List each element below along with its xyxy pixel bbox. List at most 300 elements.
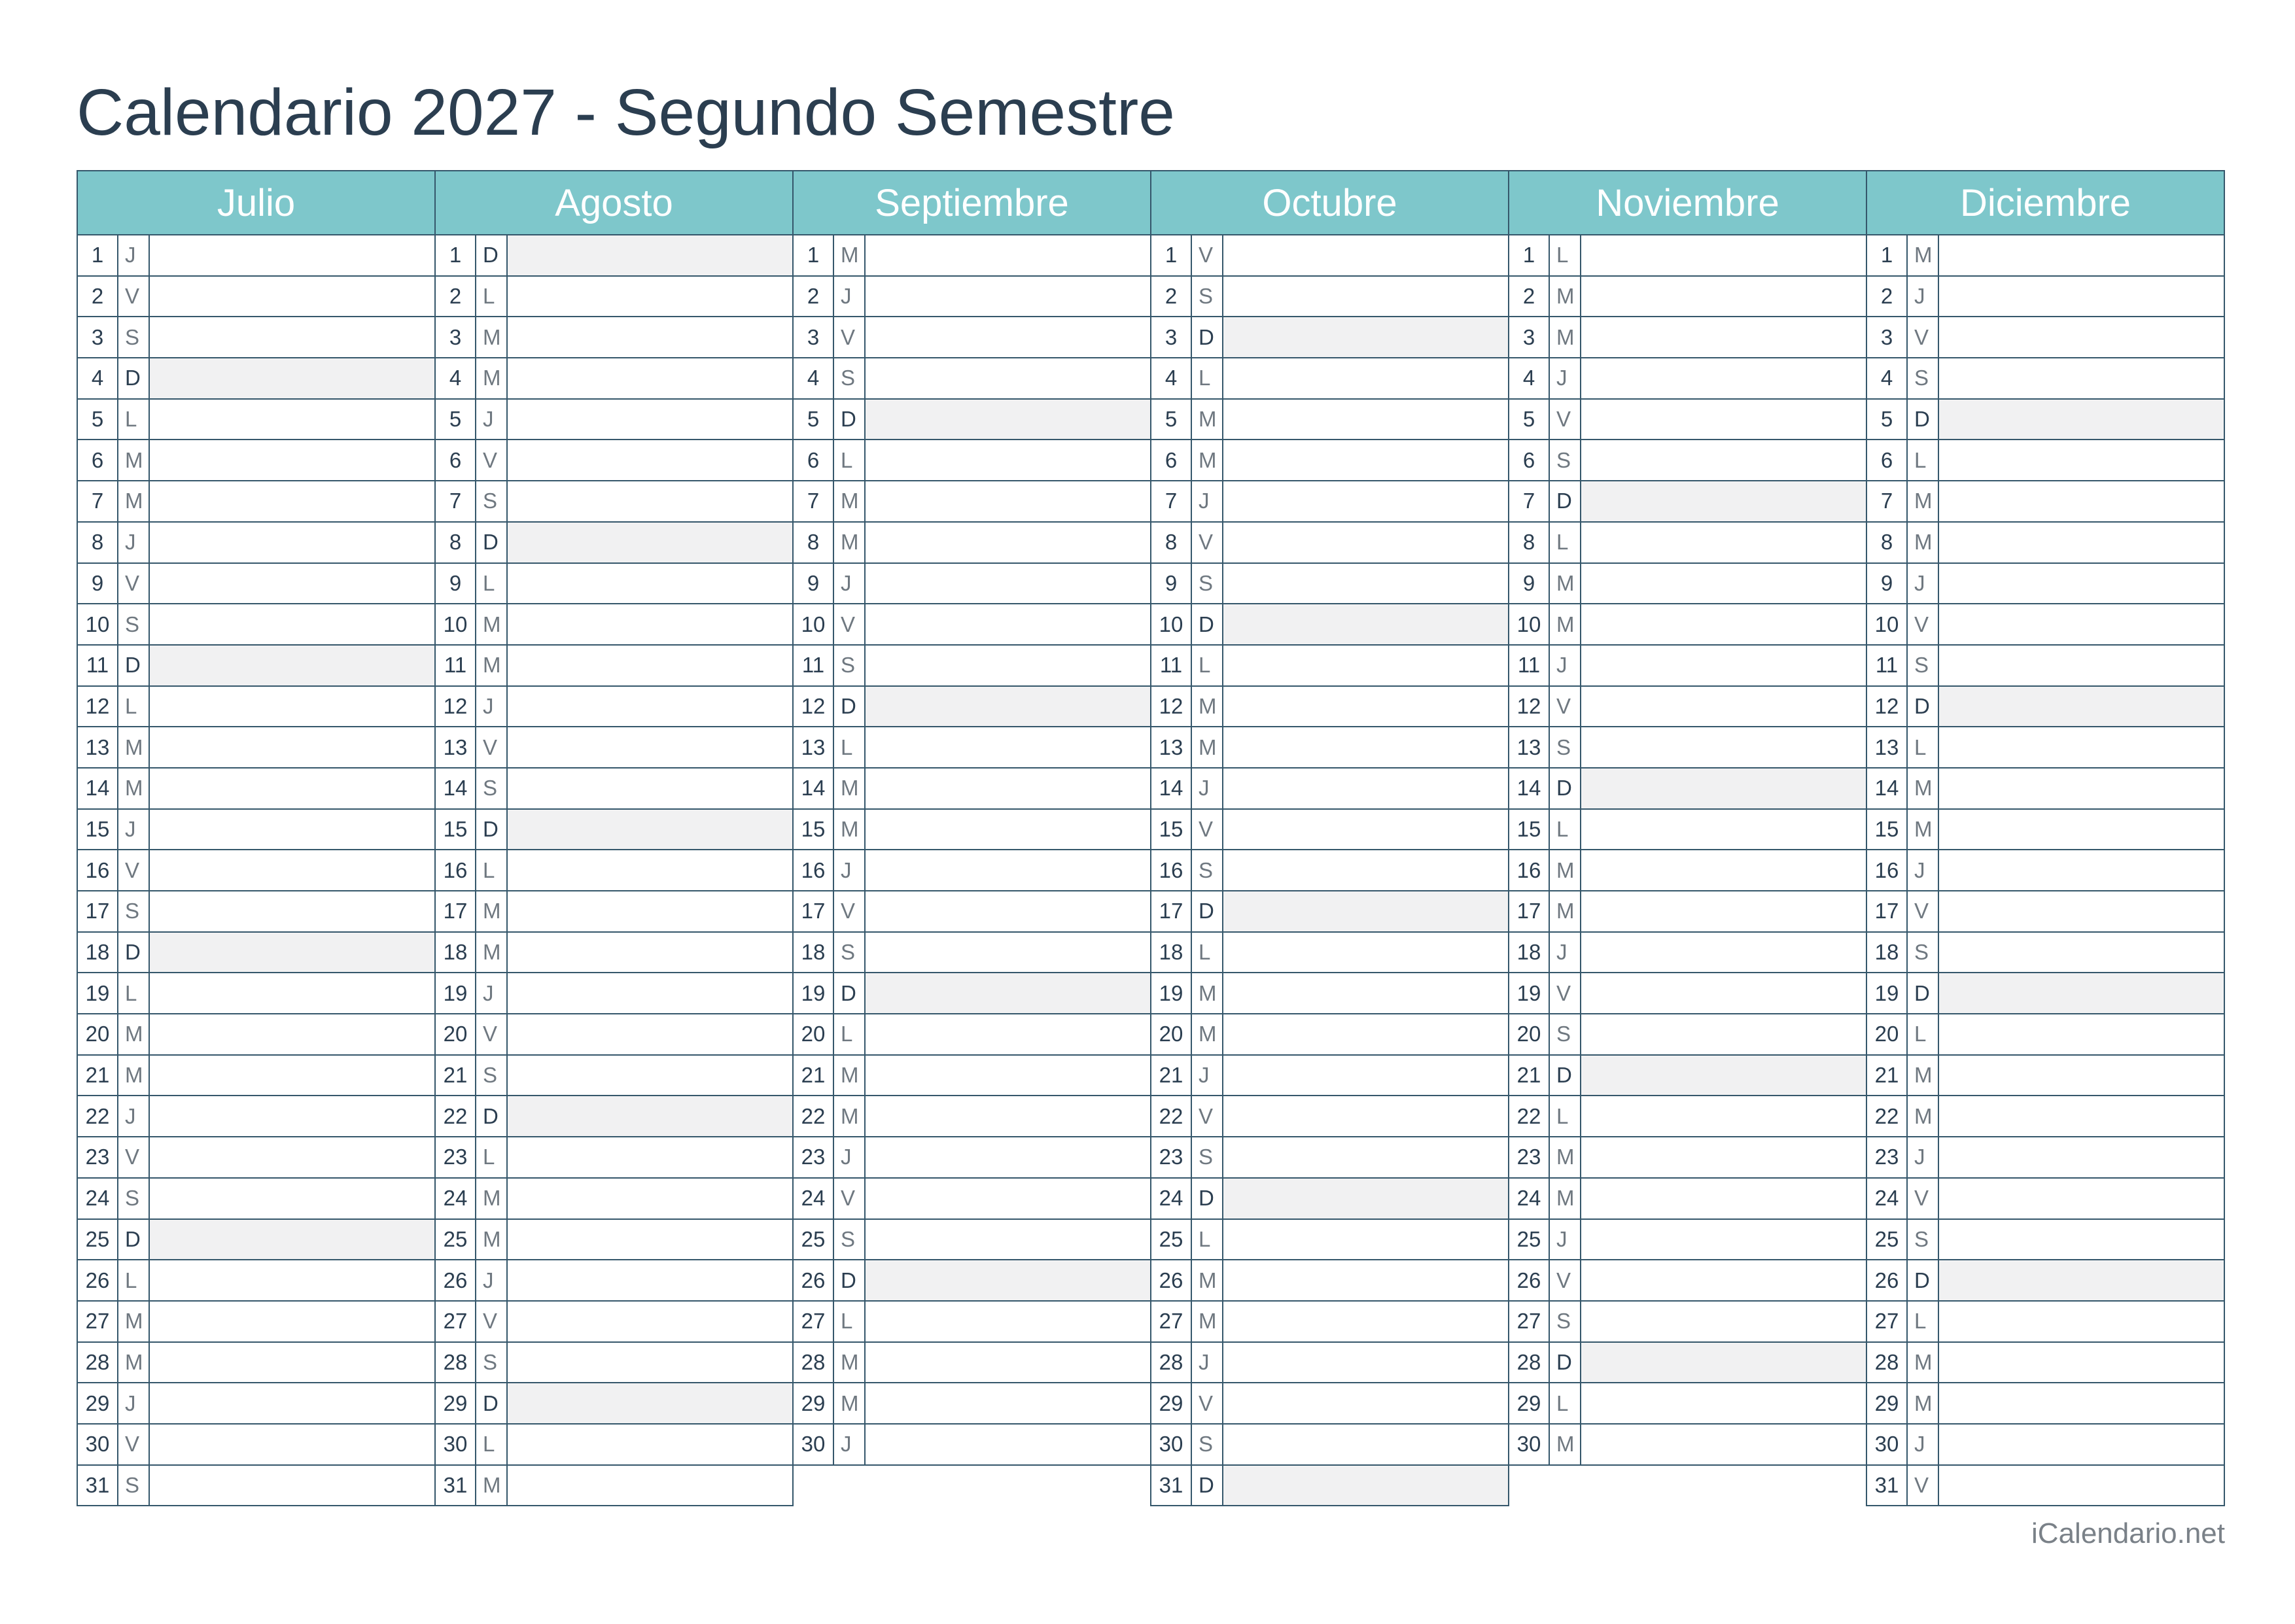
day-note-area[interactable] bbox=[508, 1343, 792, 1383]
semester-calendar bbox=[77, 170, 2224, 1497]
day-row bbox=[1150, 1220, 1509, 1261]
day-note-area[interactable] bbox=[1939, 1179, 2224, 1218]
day-note-area[interactable] bbox=[1581, 1425, 1866, 1464]
day-note-area[interactable] bbox=[1581, 1220, 1866, 1260]
day-note-area[interactable] bbox=[508, 277, 792, 317]
day-note-area[interactable] bbox=[866, 400, 1150, 440]
day-note-area[interactable] bbox=[1223, 1383, 1508, 1423]
day-row bbox=[792, 687, 1151, 728]
day-note-area[interactable] bbox=[1939, 1056, 2224, 1096]
day-note-area[interactable] bbox=[1581, 358, 1866, 398]
day-note-area[interactable] bbox=[150, 769, 434, 808]
weekday-letter: V bbox=[834, 1179, 866, 1218]
day-note-area[interactable] bbox=[1223, 523, 1508, 562]
day-note-area[interactable] bbox=[1223, 646, 1508, 685]
day-note-area[interactable] bbox=[1581, 235, 1866, 275]
day-note-area[interactable] bbox=[508, 1179, 792, 1218]
day-note-area[interactable] bbox=[866, 1179, 1150, 1218]
month-header: Agosto bbox=[434, 170, 794, 235]
day-note-area[interactable] bbox=[1581, 1137, 1866, 1177]
day-row bbox=[434, 891, 794, 933]
day-note-area[interactable] bbox=[508, 1014, 792, 1054]
day-number: 2 bbox=[1151, 277, 1192, 317]
day-note-area[interactable] bbox=[1581, 1014, 1866, 1054]
day-note-area[interactable] bbox=[866, 769, 1150, 808]
day-number: 12 bbox=[1509, 687, 1550, 727]
day-note-area[interactable] bbox=[1223, 850, 1508, 890]
day-note-area[interactable] bbox=[150, 523, 434, 562]
day-note-area[interactable] bbox=[150, 1220, 434, 1260]
day-row bbox=[434, 1056, 794, 1097]
day-note-area[interactable] bbox=[508, 687, 792, 727]
day-note-area[interactable] bbox=[1939, 1096, 2224, 1136]
weekday-letter: S bbox=[118, 1466, 150, 1506]
day-note-area[interactable] bbox=[866, 933, 1150, 973]
day-note-area[interactable] bbox=[508, 1383, 792, 1423]
day-number: 11 bbox=[794, 646, 834, 685]
day-note-area[interactable] bbox=[1939, 1425, 2224, 1464]
day-note-area[interactable] bbox=[150, 1466, 434, 1506]
day-note-area[interactable] bbox=[508, 810, 792, 850]
day-number: 10 bbox=[1509, 604, 1550, 644]
day-number: 26 bbox=[794, 1260, 834, 1300]
day-note-area[interactable] bbox=[1223, 604, 1508, 644]
day-note-area[interactable] bbox=[1581, 1096, 1866, 1136]
day-note-area[interactable] bbox=[1223, 317, 1508, 357]
day-note-area[interactable] bbox=[1939, 481, 2224, 521]
day-note-area[interactable] bbox=[1223, 1343, 1508, 1383]
day-row bbox=[1508, 235, 1867, 277]
day-row bbox=[1866, 604, 2225, 646]
day-row bbox=[434, 1179, 794, 1220]
day-note-area[interactable] bbox=[1223, 891, 1508, 931]
day-note-area[interactable] bbox=[1581, 973, 1866, 1013]
day-note-area[interactable] bbox=[1223, 440, 1508, 480]
day-note-area[interactable] bbox=[1939, 1220, 2224, 1260]
day-row bbox=[1150, 400, 1509, 441]
day-note-area[interactable] bbox=[1939, 810, 2224, 850]
day-note-area[interactable] bbox=[1939, 235, 2224, 275]
day-note-area[interactable] bbox=[1581, 891, 1866, 931]
day-note-area[interactable] bbox=[508, 1466, 792, 1506]
day-note-area[interactable] bbox=[1581, 646, 1866, 685]
day-note-area[interactable] bbox=[866, 564, 1150, 604]
day-note-area[interactable] bbox=[1939, 1137, 2224, 1177]
day-number: 25 bbox=[1509, 1220, 1550, 1260]
day-note-area[interactable] bbox=[1939, 687, 2224, 727]
page-title: Calendario 2027 - Segundo Semestre bbox=[77, 76, 1175, 149]
day-number: 9 bbox=[1867, 564, 1908, 604]
day-note-area[interactable] bbox=[866, 891, 1150, 931]
day-note-area[interactable] bbox=[1223, 1425, 1508, 1464]
day-note-area[interactable] bbox=[1939, 358, 2224, 398]
day-note-area[interactable] bbox=[1223, 1220, 1508, 1260]
day-row bbox=[77, 277, 436, 318]
day-note-area[interactable] bbox=[866, 1302, 1150, 1341]
day-note-area[interactable] bbox=[508, 769, 792, 808]
day-note-area[interactable] bbox=[1223, 687, 1508, 727]
day-note-area[interactable] bbox=[866, 604, 1150, 644]
day-note-area[interactable] bbox=[1939, 277, 2224, 317]
day-row bbox=[77, 1014, 436, 1056]
day-note-area[interactable] bbox=[1939, 1302, 2224, 1341]
day-note-area[interactable] bbox=[866, 973, 1150, 1013]
day-number: 12 bbox=[1151, 687, 1192, 727]
day-note-area[interactable] bbox=[1581, 481, 1866, 521]
day-note-area[interactable] bbox=[508, 440, 792, 480]
day-note-area[interactable] bbox=[866, 523, 1150, 562]
day-note-area[interactable] bbox=[508, 1260, 792, 1300]
day-note-area[interactable] bbox=[508, 235, 792, 275]
weekday-letter: V bbox=[1908, 317, 1939, 357]
day-row bbox=[77, 481, 436, 523]
day-number: 5 bbox=[78, 400, 118, 440]
day-number: 30 bbox=[78, 1425, 118, 1464]
day-number: 4 bbox=[1509, 358, 1550, 398]
day-note-area[interactable] bbox=[150, 891, 434, 931]
day-note-area[interactable] bbox=[508, 933, 792, 973]
day-note-area[interactable] bbox=[150, 1383, 434, 1423]
weekday-letter: M bbox=[834, 1096, 866, 1136]
day-note-area[interactable] bbox=[150, 1260, 434, 1300]
day-note-area[interactable] bbox=[150, 1014, 434, 1054]
day-number: 18 bbox=[436, 933, 476, 973]
day-note-area[interactable] bbox=[1223, 481, 1508, 521]
day-number: 16 bbox=[436, 850, 476, 890]
day-note-area[interactable] bbox=[150, 727, 434, 767]
day-number: 8 bbox=[794, 523, 834, 562]
day-number: 17 bbox=[1151, 891, 1192, 931]
day-note-area[interactable] bbox=[1939, 973, 2224, 1013]
day-note-area[interactable] bbox=[508, 604, 792, 644]
weekday-letter: M bbox=[1192, 1260, 1223, 1300]
day-number: 6 bbox=[794, 440, 834, 480]
day-number: 31 bbox=[436, 1466, 476, 1506]
day-note-area[interactable] bbox=[1223, 973, 1508, 1013]
weekday-letter: L bbox=[1192, 358, 1223, 398]
day-note-area[interactable] bbox=[1581, 727, 1866, 767]
weekday-letter: D bbox=[1192, 1179, 1223, 1218]
day-row bbox=[1866, 973, 2225, 1014]
day-note-area[interactable] bbox=[1223, 1260, 1508, 1300]
weekday-letter: D bbox=[1908, 973, 1939, 1013]
day-note-area[interactable] bbox=[1581, 1302, 1866, 1341]
day-number: 30 bbox=[1509, 1425, 1550, 1464]
day-row bbox=[434, 973, 794, 1014]
day-note-area[interactable] bbox=[508, 1096, 792, 1136]
weekday-letter: L bbox=[1192, 1220, 1223, 1260]
day-note-area[interactable] bbox=[150, 646, 434, 685]
day-note-area[interactable] bbox=[508, 523, 792, 562]
day-note-area[interactable] bbox=[1581, 523, 1866, 562]
day-note-area[interactable] bbox=[1223, 1179, 1508, 1218]
day-note-area[interactable] bbox=[508, 400, 792, 440]
day-row bbox=[1150, 850, 1509, 891]
day-note-area[interactable] bbox=[1939, 400, 2224, 440]
day-note-area[interactable] bbox=[1581, 1179, 1866, 1218]
day-note-area[interactable] bbox=[1581, 400, 1866, 440]
day-number: 24 bbox=[1151, 1179, 1192, 1218]
day-note-area[interactable] bbox=[1581, 850, 1866, 890]
day-note-area[interactable] bbox=[866, 1383, 1150, 1423]
day-note-area[interactable] bbox=[866, 235, 1150, 275]
day-note-area[interactable] bbox=[1581, 277, 1866, 317]
day-note-area[interactable] bbox=[1581, 1056, 1866, 1096]
weekday-letter: D bbox=[1908, 400, 1939, 440]
day-note-area[interactable] bbox=[866, 277, 1150, 317]
day-note-area[interactable] bbox=[866, 317, 1150, 357]
day-note-area[interactable] bbox=[1581, 1260, 1866, 1300]
day-note-area[interactable] bbox=[1939, 646, 2224, 685]
weekday-letter: M bbox=[476, 358, 508, 398]
day-note-area[interactable] bbox=[150, 481, 434, 521]
day-note-area[interactable] bbox=[1581, 933, 1866, 973]
day-row bbox=[77, 727, 436, 769]
footer-credit: iCalendario.net bbox=[2031, 1517, 2225, 1549]
weekday-letter: M bbox=[476, 646, 508, 685]
day-row bbox=[1866, 891, 2225, 933]
day-note-area[interactable] bbox=[1939, 440, 2224, 480]
weekday-letter: L bbox=[1550, 810, 1581, 850]
day-row bbox=[1866, 235, 2225, 277]
day-note-area[interactable] bbox=[1939, 1383, 2224, 1423]
day-number: 20 bbox=[1151, 1014, 1192, 1054]
day-note-area[interactable] bbox=[1223, 1056, 1508, 1096]
day-row bbox=[792, 400, 1151, 441]
day-row bbox=[1508, 523, 1867, 564]
day-note-area[interactable] bbox=[1223, 277, 1508, 317]
day-note-area[interactable] bbox=[1939, 727, 2224, 767]
day-note-area[interactable] bbox=[1939, 1014, 2224, 1054]
day-note-area[interactable] bbox=[1223, 1137, 1508, 1177]
day-row bbox=[1866, 358, 2225, 400]
day-note-area[interactable] bbox=[150, 1096, 434, 1136]
day-row bbox=[792, 358, 1151, 400]
weekday-letter: S bbox=[118, 317, 150, 357]
weekday-letter: M bbox=[118, 1302, 150, 1341]
day-note-area[interactable] bbox=[1581, 317, 1866, 357]
day-note-area[interactable] bbox=[1581, 687, 1866, 727]
day-note-area[interactable] bbox=[1939, 1343, 2224, 1383]
day-note-area[interactable] bbox=[1581, 440, 1866, 480]
day-note-area[interactable] bbox=[1223, 1466, 1508, 1506]
day-note-area[interactable] bbox=[150, 687, 434, 727]
weekday-letter: M bbox=[1192, 400, 1223, 440]
day-note-area[interactable] bbox=[1939, 933, 2224, 973]
day-number: 28 bbox=[436, 1343, 476, 1383]
day-note-area[interactable] bbox=[1939, 317, 2224, 357]
day-note-area[interactable] bbox=[150, 850, 434, 890]
day-note-area[interactable] bbox=[150, 317, 434, 357]
day-note-area[interactable] bbox=[1939, 604, 2224, 644]
day-note-area[interactable] bbox=[508, 358, 792, 398]
day-note-area[interactable] bbox=[150, 277, 434, 317]
weekday-letter: J bbox=[1192, 1056, 1223, 1096]
day-note-area[interactable] bbox=[866, 481, 1150, 521]
day-note-area[interactable] bbox=[150, 358, 434, 398]
day-number: 26 bbox=[436, 1260, 476, 1300]
day-note-area[interactable] bbox=[1223, 1014, 1508, 1054]
weekday-letter: M bbox=[1550, 1425, 1581, 1464]
day-note-area[interactable] bbox=[1581, 604, 1866, 644]
weekday-letter: D bbox=[1550, 481, 1581, 521]
month-header: Septiembre bbox=[792, 170, 1151, 235]
day-note-area[interactable] bbox=[1939, 564, 2224, 604]
day-note-area[interactable] bbox=[866, 440, 1150, 480]
day-row bbox=[77, 891, 436, 933]
day-number: 23 bbox=[1867, 1137, 1908, 1177]
day-note-area[interactable] bbox=[866, 1425, 1150, 1464]
day-note-area[interactable] bbox=[150, 1302, 434, 1341]
day-note-area[interactable] bbox=[1223, 235, 1508, 275]
day-number: 19 bbox=[78, 973, 118, 1013]
day-note-area[interactable] bbox=[866, 1096, 1150, 1136]
day-note-area[interactable] bbox=[1939, 523, 2224, 562]
day-note-area[interactable] bbox=[508, 1425, 792, 1464]
day-note-area[interactable] bbox=[508, 646, 792, 685]
weekday-letter: M bbox=[118, 1343, 150, 1383]
day-note-area[interactable] bbox=[866, 687, 1150, 727]
day-note-area[interactable] bbox=[1581, 1343, 1866, 1383]
day-note-area[interactable] bbox=[150, 564, 434, 604]
weekday-letter: M bbox=[118, 1056, 150, 1096]
day-row bbox=[1866, 1137, 2225, 1179]
day-note-area[interactable] bbox=[508, 891, 792, 931]
weekday-letter: J bbox=[1908, 277, 1939, 317]
day-note-area[interactable] bbox=[866, 1220, 1150, 1260]
day-row bbox=[1866, 523, 2225, 564]
day-note-area[interactable] bbox=[866, 850, 1150, 890]
month-column-2 bbox=[792, 170, 1150, 1466]
day-note-area[interactable] bbox=[1223, 769, 1508, 808]
day-note-area[interactable] bbox=[1223, 400, 1508, 440]
day-note-area[interactable] bbox=[508, 850, 792, 890]
day-note-area[interactable] bbox=[1939, 891, 2224, 931]
day-row bbox=[77, 1466, 436, 1507]
day-note-area[interactable] bbox=[1223, 933, 1508, 973]
day-note-area[interactable] bbox=[508, 973, 792, 1013]
day-note-area[interactable] bbox=[508, 1220, 792, 1260]
day-note-area[interactable] bbox=[150, 1137, 434, 1177]
weekday-letter: M bbox=[1908, 1383, 1939, 1423]
weekday-letter: M bbox=[118, 1014, 150, 1054]
day-note-area[interactable] bbox=[1581, 564, 1866, 604]
day-note-area[interactable] bbox=[1581, 1383, 1866, 1423]
day-note-area[interactable] bbox=[508, 481, 792, 521]
day-number: 2 bbox=[794, 277, 834, 317]
day-number: 27 bbox=[436, 1302, 476, 1341]
weekday-letter: J bbox=[118, 235, 150, 275]
day-note-area[interactable] bbox=[866, 358, 1150, 398]
day-note-area[interactable] bbox=[866, 810, 1150, 850]
day-note-area[interactable] bbox=[508, 1056, 792, 1096]
day-note-area[interactable] bbox=[508, 1137, 792, 1177]
day-note-area[interactable] bbox=[150, 1179, 434, 1218]
day-note-area[interactable] bbox=[150, 1425, 434, 1464]
day-note-area[interactable] bbox=[866, 1014, 1150, 1054]
day-row bbox=[77, 1343, 436, 1384]
day-note-area[interactable] bbox=[150, 440, 434, 480]
day-note-area[interactable] bbox=[150, 973, 434, 1013]
day-note-area[interactable] bbox=[150, 933, 434, 973]
day-row bbox=[1508, 1260, 1867, 1302]
day-number: 17 bbox=[1867, 891, 1908, 931]
day-note-area[interactable] bbox=[150, 235, 434, 275]
weekday-letter: D bbox=[834, 973, 866, 1013]
day-note-area[interactable] bbox=[1939, 1466, 2224, 1506]
day-number: 31 bbox=[1867, 1466, 1908, 1506]
day-note-area[interactable] bbox=[1581, 769, 1866, 808]
day-note-area[interactable] bbox=[150, 400, 434, 440]
day-note-area[interactable] bbox=[150, 810, 434, 850]
day-note-area[interactable] bbox=[1939, 769, 2224, 808]
day-note-area[interactable] bbox=[508, 727, 792, 767]
weekday-letter: V bbox=[1192, 810, 1223, 850]
day-note-area[interactable] bbox=[1223, 810, 1508, 850]
day-row bbox=[792, 891, 1151, 933]
weekday-letter: M bbox=[1192, 687, 1223, 727]
day-note-area[interactable] bbox=[866, 1056, 1150, 1096]
day-note-area[interactable] bbox=[1581, 810, 1866, 850]
day-note-area[interactable] bbox=[150, 1056, 434, 1096]
day-row bbox=[77, 440, 436, 481]
weekday-letter: V bbox=[1192, 1383, 1223, 1423]
day-number: 24 bbox=[794, 1179, 834, 1218]
day-note-area[interactable] bbox=[508, 1302, 792, 1341]
day-row bbox=[1508, 1137, 1867, 1179]
weekday-letter: V bbox=[476, 727, 508, 767]
day-number: 12 bbox=[794, 687, 834, 727]
day-note-area[interactable] bbox=[866, 1137, 1150, 1177]
day-note-area[interactable] bbox=[1939, 850, 2224, 890]
day-number: 4 bbox=[1151, 358, 1192, 398]
day-note-area[interactable] bbox=[1223, 1096, 1508, 1136]
weekday-letter: L bbox=[1550, 523, 1581, 562]
day-note-area[interactable] bbox=[866, 646, 1150, 685]
day-row bbox=[434, 933, 794, 974]
day-number: 27 bbox=[794, 1302, 834, 1341]
day-number: 21 bbox=[1151, 1056, 1192, 1096]
weekday-letter: M bbox=[834, 1383, 866, 1423]
day-row bbox=[77, 604, 436, 646]
day-note-area[interactable] bbox=[1223, 564, 1508, 604]
day-note-area[interactable] bbox=[150, 604, 434, 644]
day-number: 11 bbox=[1509, 646, 1550, 685]
day-note-area[interactable] bbox=[508, 317, 792, 357]
day-note-area[interactable] bbox=[508, 564, 792, 604]
day-row bbox=[1150, 1425, 1509, 1466]
day-note-area[interactable] bbox=[150, 1343, 434, 1383]
day-row bbox=[434, 1425, 794, 1466]
day-row bbox=[1150, 1179, 1509, 1220]
weekday-letter: J bbox=[834, 1425, 866, 1464]
weekday-letter: D bbox=[1908, 687, 1939, 727]
weekday-letter: S bbox=[1908, 1220, 1939, 1260]
day-note-area[interactable] bbox=[866, 1343, 1150, 1383]
day-number: 20 bbox=[1867, 1014, 1908, 1054]
day-row bbox=[434, 810, 794, 851]
day-note-area[interactable] bbox=[1223, 727, 1508, 767]
weekday-letter: J bbox=[1192, 769, 1223, 808]
day-note-area[interactable] bbox=[866, 1260, 1150, 1300]
day-row bbox=[1150, 277, 1509, 318]
day-row bbox=[77, 317, 436, 358]
day-note-area[interactable] bbox=[866, 727, 1150, 767]
weekday-letter: V bbox=[118, 1425, 150, 1464]
day-note-area[interactable] bbox=[1939, 1260, 2224, 1300]
day-note-area[interactable] bbox=[1223, 1302, 1508, 1341]
day-note-area[interactable] bbox=[1223, 358, 1508, 398]
